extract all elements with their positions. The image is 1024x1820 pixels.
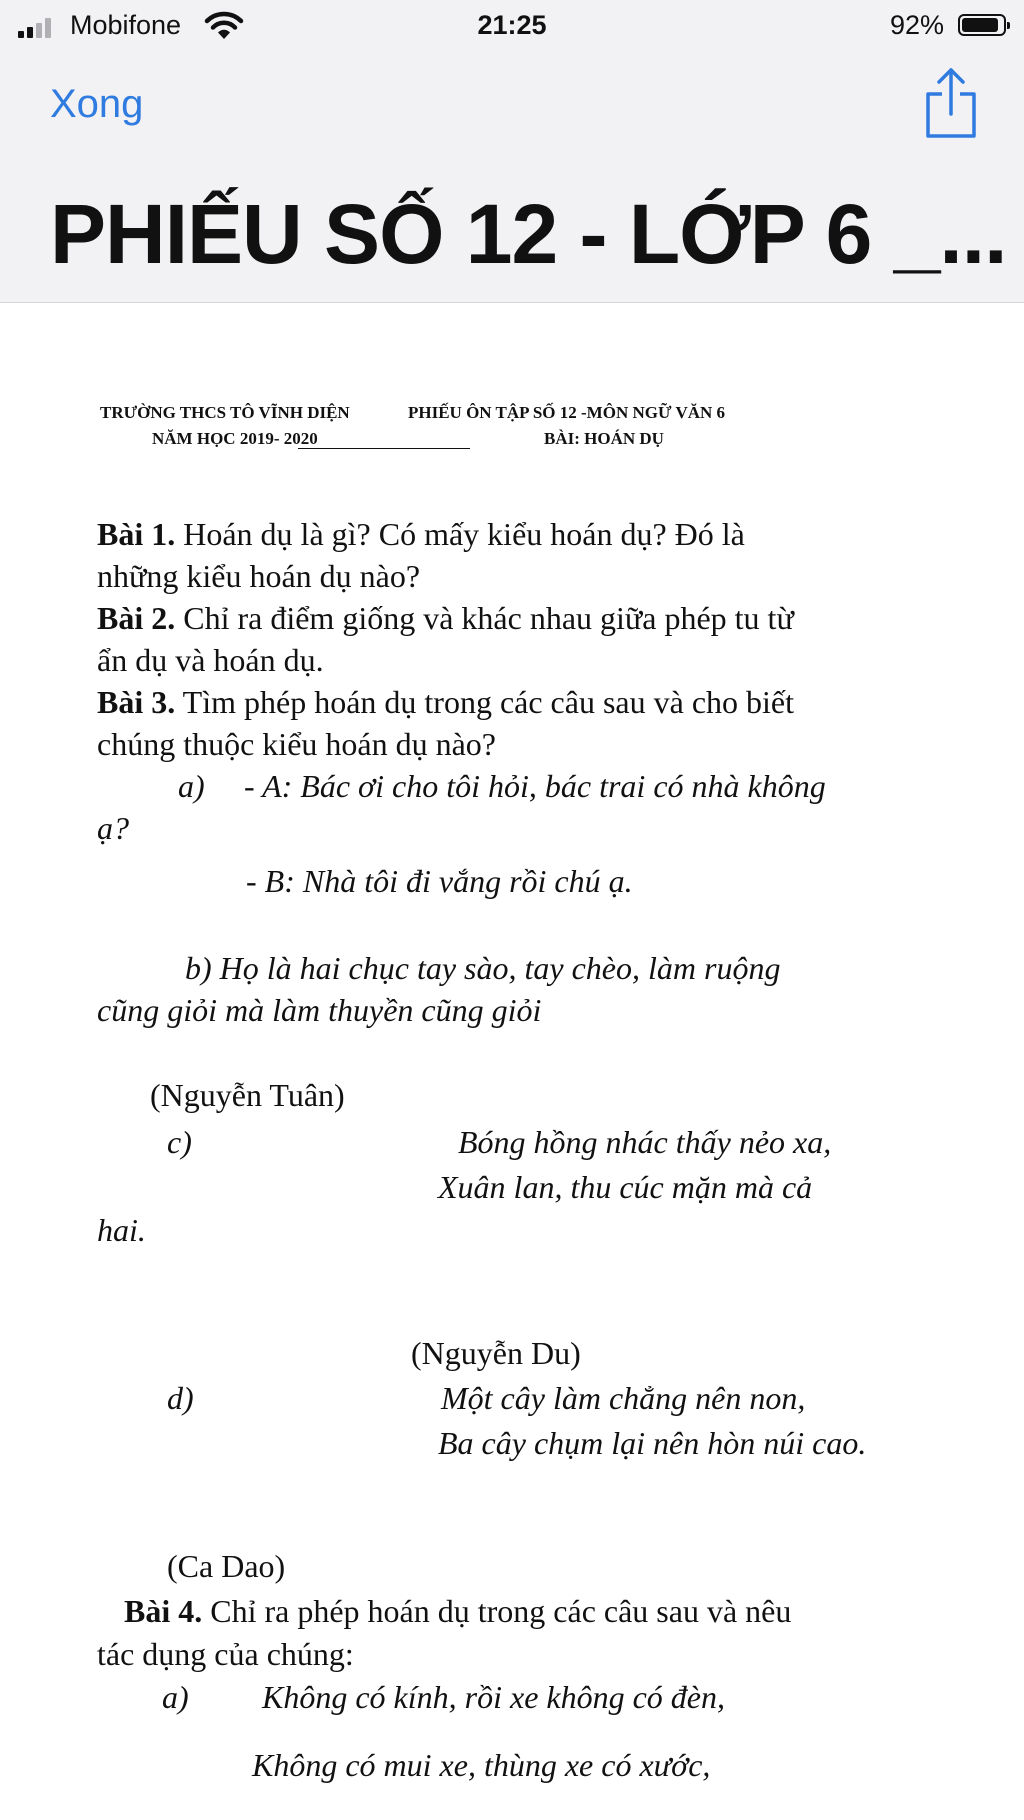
item-b-line2: cũng giỏi mà làm thuyền cũng giỏi [97,992,542,1028]
bai1-line2: những kiểu hoán dụ nào? [97,558,421,594]
bai4-item-a-line1: Không có kính, rồi xe không có đèn, [262,1679,725,1715]
item-d-line1: Một cây làm chẳng nên non, [441,1380,806,1416]
item-b-source: (Nguyễn Tuân) [150,1077,345,1113]
bai4-item-a-label: a) [162,1679,189,1715]
item-b-line1: b) Họ là hai chục tay sào, tay chèo, làm ruộng [185,950,781,986]
item-a-line2: ạ? [97,810,129,846]
bai4-item-a-line2: Không có mui xe, thùng xe có xước, [252,1747,711,1783]
bai4-line1: Bài 4. Chỉ ra phép hoán dụ trong các câu sau và nêu [124,1593,792,1629]
bai4-label: Bài 4. [124,1593,203,1629]
bai2-line2: ẩn dụ và hoán dụ. [97,642,324,678]
header-school-year: NĂM HỌC 2019- 2020 [152,429,318,448]
item-a-label: a) [178,768,205,804]
done-button[interactable]: Xong [50,82,144,126]
item-c-line2: Xuân lan, thu cúc mặn mà cả [438,1169,813,1205]
carrier-name: Mobifone [70,10,182,40]
item-d-line2: Ba cây chụm lại nên hòn núi cao. [438,1425,867,1461]
bai3-line1: Bài 3. Tìm phép hoán dụ trong các câu sau và cho biết [97,684,794,720]
bai2-line1: Bài 2. Chỉ ra điểm giống và khác nhau giữa phép tu từ [97,600,794,636]
header-sheet-title: PHIẾU ÔN TẬP SỐ 12 -MÔN NGỮ VĂN 6 [408,403,726,422]
item-c-label: c) [167,1124,192,1160]
item-a-line3: - B: Nhà tôi đi vắng rồi chú ạ. [246,863,633,899]
bai2-label: Bài 2. [97,600,176,636]
document-page [0,303,1024,1820]
item-c-line1: Bóng hồng nhác thấy nẻo xa, [458,1124,832,1160]
bai4-line2: tác dụng của chúng: [97,1636,354,1672]
document-title: PHIẾU SỐ 12 - LỚP 6 _... [50,187,1007,281]
item-c-source: (Nguyễn Du) [411,1335,581,1371]
bai1-line1: Bài 1. Hoán dụ là gì? Có mấy kiểu hoán dụ? Đó là [97,516,745,552]
bai3-line2: chúng thuộc kiểu hoán dụ nào? [97,726,496,762]
header-underline [298,448,470,449]
bai3-label: Bài 3. [97,684,176,720]
share-icon[interactable] [924,66,978,140]
item-a-line1: - A: Bác ơi cho tôi hỏi, bác trai có nhà không [244,768,826,804]
header-lesson: BÀI: HOÁN DỤ [544,429,664,448]
item-d-label: d) [167,1380,194,1416]
navigation-bar [0,0,1024,303]
item-d-source: (Ca Dao) [167,1548,286,1584]
item-c-line3: hai. [97,1212,146,1248]
battery-icon [958,14,1006,36]
battery-percent: 92% [889,10,944,40]
status-time: 21:25 [477,10,547,40]
status-bar [0,0,1024,54]
bai1-label: Bài 1. [97,516,176,552]
header-school: TRƯỜNG THCS TÔ VĨNH DIỆN [100,403,350,422]
